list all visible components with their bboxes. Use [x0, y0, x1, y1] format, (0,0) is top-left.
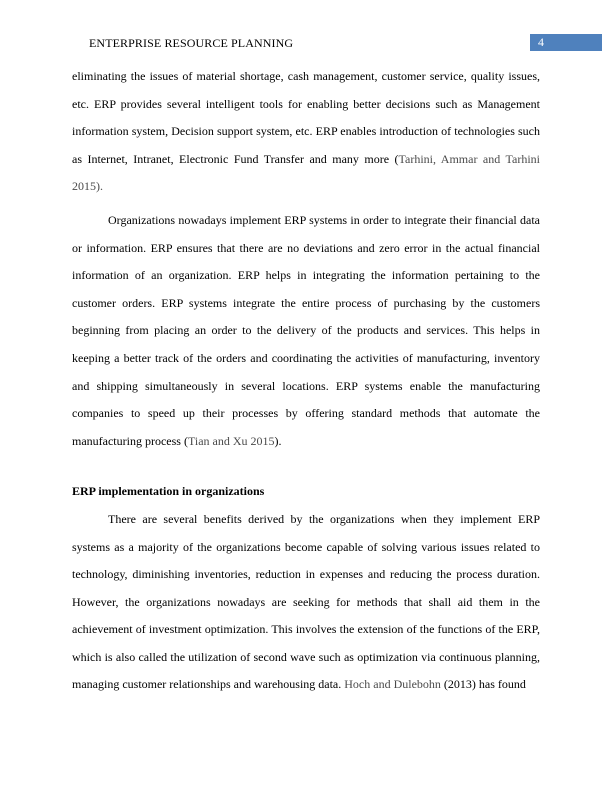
page-number: 4: [538, 35, 544, 49]
paragraph-erp-benefits: [72, 506, 540, 699]
paragraph-text: Organizations nowadays implement ERP systems in order to integrate their financial data or information. ERP ensures that there are no deviations and zero error in the actual financial information of an organization. ERP helps in integrating the information pertaining to the customer orders. ERP systems integrate the entire process of purchasing by the customers beginning from placing an order to the delivery of the products and services. This helps in keeping a better track of the orders and coordinating the activities of manufacturing, inventory and shipping simultaneously in several locations. ERP systems enable the manufacturing companies to speed up their processes by offering standard methods that automate the manufacturing process (: [72, 212, 540, 448]
citation: Hoch and Dulebohn: [344, 677, 441, 692]
citation: Tian and Xu 2015: [187, 433, 275, 448]
running-header-title: ENTERPRISE RESOURCE PLANNING: [89, 36, 294, 50]
citation: Tarhini, Ammar and Tarhini: [398, 151, 540, 166]
citation-year: 2015).: [72, 179, 103, 194]
citation-closing: ).: [274, 433, 282, 448]
section-heading: ERP implementation in organizations: [72, 484, 265, 499]
page-number-badge: [530, 34, 602, 51]
paragraph-text: eliminating the issues of material shortage, cash management, customer service, quality issues, etc. ERP provides several intelligent tools for enabling better decisions such as Management information system, Decision support system, etc. ERP enables introduction of technologies such as Internet, Intranet, Electronic Fund Transfer and many more (: [72, 69, 540, 166]
document-body: [72, 63, 540, 699]
citation-year: (2013) has found: [440, 677, 526, 692]
paragraph-erp-integration: [72, 207, 540, 455]
paragraph-erp-tools: [72, 63, 540, 201]
paragraph-text: There are several benefits derived by the organizations when they implement ERP systems as a majority of the organizations become capable of solving various issues related to technology, diminishing inventories, reduction in expenses and reducing the process duration. However, the organizations nowadays are seeking for methods that shall aid them in the achievement of investment optimization. This involves the extension of the functions of the ERP, which is also called the utilization of second wave such as optimization via continuous planning, managing customer relationships and warehousing data.: [72, 511, 540, 692]
